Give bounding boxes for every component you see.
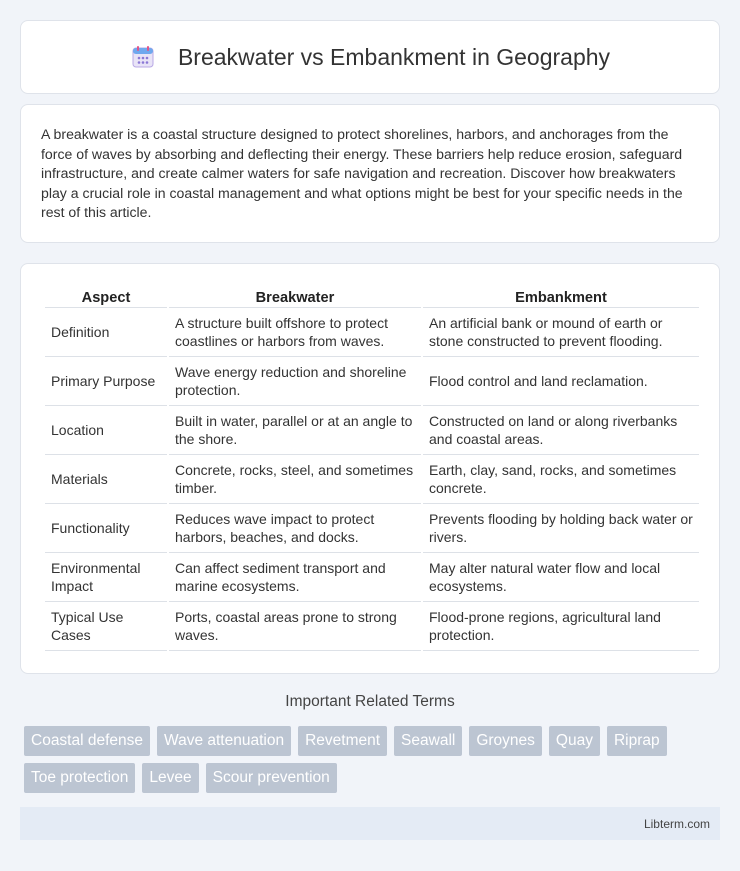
- footer: [20, 807, 720, 840]
- header-breakwater: Breakwater: [169, 284, 421, 308]
- breakwater-cell: A structure built offshore to protect coastlines or harbors from waves.: [169, 308, 421, 357]
- aspect-cell: Typical Use Cases: [45, 602, 167, 651]
- table-row: [45, 406, 699, 455]
- aspect-cell: Primary Purpose: [45, 357, 167, 406]
- table-row: [45, 357, 699, 406]
- tag-scour-prevention[interactable]: Scour prevention: [206, 763, 337, 793]
- aspect-cell: Functionality: [45, 504, 167, 553]
- table-row: [45, 602, 699, 651]
- tag-coastal-defense[interactable]: Coastal defense: [24, 726, 150, 756]
- tag-riprap[interactable]: Riprap: [607, 726, 667, 756]
- related-terms-heading: Important Related Terms: [285, 693, 455, 710]
- embankment-cell: Flood control and land reclamation.: [423, 357, 699, 406]
- tag-seawall[interactable]: Seawall: [394, 726, 462, 756]
- breakwater-cell: Built in water, parallel or at an angle to the shore.: [169, 406, 421, 455]
- embankment-cell: Constructed on land or along riverbanks and coastal areas.: [423, 406, 699, 455]
- aspect-cell: Definition: [45, 308, 167, 357]
- tag-levee[interactable]: Levee: [142, 763, 198, 793]
- breakwater-cell: Ports, coastal areas prone to strong waves.: [169, 602, 421, 651]
- intro-card: [20, 104, 720, 243]
- header-aspect: Aspect: [45, 284, 167, 308]
- table-row: [45, 455, 699, 504]
- table-row: [45, 504, 699, 553]
- aspect-cell: Environmental Impact: [45, 553, 167, 602]
- tag-toe-protection[interactable]: Toe protection: [24, 763, 135, 793]
- related-terms-list: [24, 726, 724, 793]
- embankment-cell: An artificial bank or mound of earth or stone constructed to prevent flooding.: [423, 308, 699, 357]
- comparison-table-card: [20, 263, 720, 674]
- table-row: [45, 553, 699, 602]
- tag-revetment[interactable]: Revetment: [298, 726, 387, 756]
- embankment-cell: Earth, clay, sand, rocks, and sometimes concrete.: [423, 455, 699, 504]
- embankment-cell: May alter natural water flow and local ecosystems.: [423, 553, 699, 602]
- footer-site-link[interactable]: Libterm.com: [643, 816, 710, 831]
- aspect-cell: Materials: [45, 455, 167, 504]
- breakwater-cell: Reduces wave impact to protect harbors, beaches, and docks.: [169, 504, 421, 553]
- table-row: [45, 308, 699, 357]
- page-title: Breakwater vs Embankment in Geography: [177, 43, 611, 70]
- title-card: [20, 20, 720, 94]
- aspect-cell: Location: [45, 406, 167, 455]
- comparison-table: [43, 284, 701, 651]
- breakwater-cell: Can affect sediment transport and marine ecosystems.: [169, 553, 421, 602]
- calendar-icon: [130, 44, 156, 70]
- embankment-cell: Prevents flooding by holding back water or rivers.: [423, 504, 699, 553]
- header-embankment: Embankment: [423, 284, 699, 308]
- tag-groynes[interactable]: Groynes: [469, 726, 542, 756]
- tag-quay[interactable]: Quay: [549, 726, 600, 756]
- embankment-cell: Flood-prone regions, agricultural land protection.: [423, 602, 699, 651]
- breakwater-cell: Wave energy reduction and shoreline protection.: [169, 357, 421, 406]
- table-header-row: [45, 284, 699, 308]
- tag-wave-attenuation[interactable]: Wave attenuation: [157, 726, 291, 756]
- breakwater-cell: Concrete, rocks, steel, and sometimes timber.: [169, 455, 421, 504]
- intro-paragraph: A breakwater is a coastal structure designed to protect shorelines, harbors, and anchorages from the force of waves by absorbing and deflecting their energy. These barriers help reduce erosion, safeguard infrastructure, and create calmer waters for safe navigation and recreation. Discover how breakwaters play a crucial role in coastal management and what options might be best for your specific needs in the rest of this article.: [41, 126, 683, 221]
